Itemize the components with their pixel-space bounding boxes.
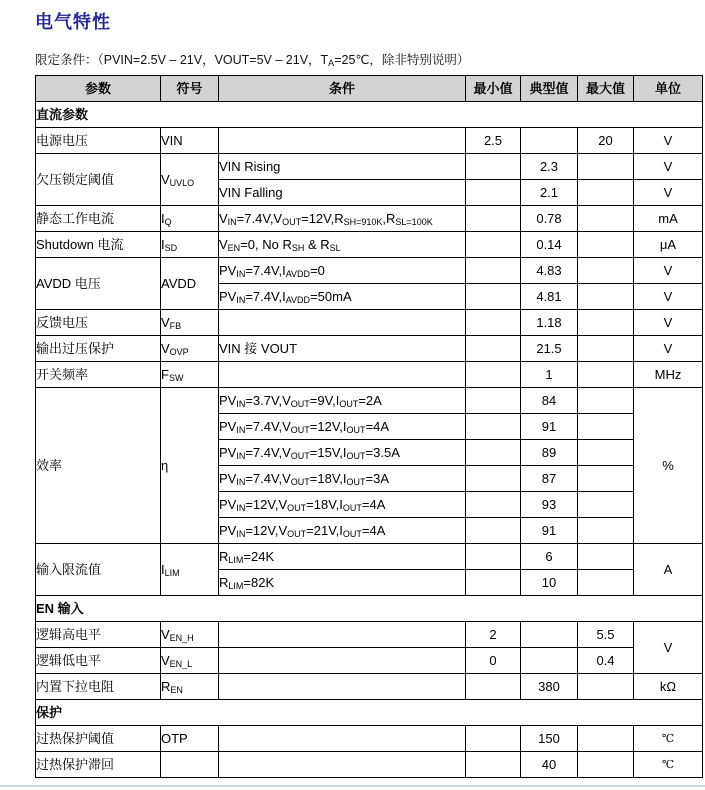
cell-max	[578, 726, 634, 752]
cell-unit	[634, 752, 703, 778]
cell-min	[466, 752, 521, 778]
cell-param: 逻辑高电平	[36, 622, 161, 648]
cell-max	[578, 570, 634, 596]
cell-max	[578, 492, 634, 518]
header-min: 最小值	[466, 76, 521, 102]
cell-min	[466, 726, 521, 752]
cell-cond	[219, 648, 466, 674]
cell-max: 5.5	[578, 622, 634, 648]
cell-param: 欠压锁定阈值	[36, 154, 161, 206]
cell-min	[466, 492, 521, 518]
cell-param: 开关频率	[36, 362, 161, 388]
cell-cond	[219, 752, 466, 778]
cell-cond	[219, 310, 466, 336]
cell-param: 过热保护阈值	[36, 726, 161, 752]
cell-min: 2.5	[466, 128, 521, 154]
cell-symbol: $I_{LIM}$	[161, 544, 219, 596]
cell-unit: kΩ	[634, 674, 703, 700]
cell-cond: $PV_{IN}=7.4V,V_{OUT}=12V,I_{OUT}=4A$	[219, 414, 466, 440]
cell-symbol: VIN	[161, 128, 219, 154]
cell-typ: 10	[521, 570, 578, 596]
cell-typ: 89	[521, 440, 578, 466]
cell-unit: μA	[634, 232, 703, 258]
section-label: 保护	[36, 700, 703, 726]
cell-min	[466, 440, 521, 466]
cell-param: 输出过压保护	[36, 336, 161, 362]
cell-cond: VIN Falling	[219, 180, 466, 206]
cell-unit: V	[634, 180, 703, 206]
cell-cond: $PV_{IN}=7.4V,I_{AVDD}=0$	[219, 258, 466, 284]
cell-symbol: $V_{OVP}$	[161, 336, 219, 362]
header-symbol: 符号	[161, 76, 219, 102]
cell-min	[466, 388, 521, 414]
degree-c-unit: ℃	[661, 733, 675, 746]
cell-max	[578, 674, 634, 700]
cell-max	[578, 180, 634, 206]
data-row	[36, 388, 703, 414]
cell-min	[466, 466, 521, 492]
data-row	[36, 726, 703, 752]
cell-max	[578, 310, 634, 336]
cell-cond: VIN 接 VOUT	[219, 336, 466, 362]
cell-unit: %	[634, 388, 703, 544]
cell-min	[466, 336, 521, 362]
cell-typ: 4.83	[521, 258, 578, 284]
cell-max	[578, 518, 634, 544]
data-row	[36, 336, 703, 362]
data-row	[36, 128, 703, 154]
cell-typ: 380	[521, 674, 578, 700]
cell-typ: 21.5	[521, 336, 578, 362]
cell-typ: 91	[521, 414, 578, 440]
data-row	[36, 362, 703, 388]
cell-symbol: η	[161, 388, 219, 544]
cell-typ: 87	[521, 466, 578, 492]
cell-param: Shutdown 电流	[36, 232, 161, 258]
data-row	[36, 232, 703, 258]
cell-min	[466, 206, 521, 232]
cell-unit: A	[634, 544, 703, 596]
cell-min	[466, 154, 521, 180]
cell-symbol: $V_{FB}$	[161, 310, 219, 336]
section-label: EN 输入	[36, 596, 703, 622]
cell-cond: $PV_{IN}=7.4V,I_{AVDD}=50mA$	[219, 284, 466, 310]
cell-cond: $V_{IN}=7.4V,V_{OUT}=12V,R_{SH=910K},R_{SL=100K}$	[219, 206, 466, 232]
cell-max	[578, 258, 634, 284]
header-typ: 典型值	[521, 76, 578, 102]
cell-unit: V	[634, 154, 703, 180]
cell-typ: 6	[521, 544, 578, 570]
cell-typ	[521, 622, 578, 648]
cell-max	[578, 232, 634, 258]
cell-max	[578, 544, 634, 570]
cell-unit: V	[634, 128, 703, 154]
cell-typ: 150	[521, 726, 578, 752]
cell-min	[466, 570, 521, 596]
cell-unit: V	[634, 336, 703, 362]
page-title: 电气特性	[35, 12, 111, 32]
cell-param: 输入限流值	[36, 544, 161, 596]
cell-symbol: $I_Q$	[161, 206, 219, 232]
cell-symbol: $V_{UVLO}$	[161, 154, 219, 206]
cell-max	[578, 414, 634, 440]
cell-cond: $PV_{IN}=7.4V,V_{OUT}=18V,I_{OUT}=3A$	[219, 466, 466, 492]
header-param: 参数	[36, 76, 161, 102]
cell-cond: $PV_{IN}=12V,V_{OUT}=21V,I_{OUT}=4A$	[219, 518, 466, 544]
cell-min	[466, 544, 521, 570]
cell-max	[578, 336, 634, 362]
cell-min: 0	[466, 648, 521, 674]
cell-param: 静态工作电流	[36, 206, 161, 232]
cell-typ: 0.78	[521, 206, 578, 232]
cell-cond: VIN Rising	[219, 154, 466, 180]
cell-unit	[634, 726, 703, 752]
cell-unit: MHz	[634, 362, 703, 388]
page-footer-divider	[0, 785, 705, 787]
cell-typ: 91	[521, 518, 578, 544]
cell-unit: V	[634, 258, 703, 284]
cell-cond	[219, 674, 466, 700]
section-label: 直流参数	[36, 102, 703, 128]
cell-typ: 40	[521, 752, 578, 778]
cell-cond	[219, 128, 466, 154]
cell-typ: 4.81	[521, 284, 578, 310]
cell-min: 2	[466, 622, 521, 648]
cell-unit: V	[634, 622, 703, 674]
cell-unit: V	[634, 310, 703, 336]
cell-typ	[521, 128, 578, 154]
cell-cond: $PV_{IN}=3.7V,V_{OUT}=9V,I_{OUT}=2A$	[219, 388, 466, 414]
cell-typ: 2.3	[521, 154, 578, 180]
data-row	[36, 674, 703, 700]
cell-min	[466, 232, 521, 258]
cell-typ: 93	[521, 492, 578, 518]
cell-min	[466, 180, 521, 206]
cell-max: 20	[578, 128, 634, 154]
cell-param: 内置下拉电阻	[36, 674, 161, 700]
cell-symbol: $V_{EN\_L}$	[161, 648, 219, 674]
cell-min	[466, 310, 521, 336]
cell-max	[578, 388, 634, 414]
cell-cond	[219, 362, 466, 388]
cell-param: 反馈电压	[36, 310, 161, 336]
conditions-line: 限定条件：（PVIN=2.5V – 21V，VOUT=5V – 21V，$T_A=25℃$，除非特别说明）	[35, 53, 470, 68]
header-unit: 单位	[634, 76, 703, 102]
cell-max	[578, 466, 634, 492]
section-row	[36, 596, 703, 622]
cell-unit: mA	[634, 206, 703, 232]
header-max: 最大值	[578, 76, 634, 102]
cell-symbol: $F_{SW}$	[161, 362, 219, 388]
cell-symbol: $I_{SD}$	[161, 232, 219, 258]
cell-typ: 0.14	[521, 232, 578, 258]
cell-typ	[521, 648, 578, 674]
data-row	[36, 648, 703, 674]
cell-cond: $PV_{IN}=12V,V_{OUT}=18V,I_{OUT}=4A$	[219, 492, 466, 518]
cell-cond: $V_{EN}=0$, No $R_{SH}$ & $R_{SL}$	[219, 232, 466, 258]
cell-cond	[219, 622, 466, 648]
cell-symbol	[161, 752, 219, 778]
cell-max	[578, 284, 634, 310]
cell-min	[466, 258, 521, 284]
cell-min	[466, 284, 521, 310]
cell-typ: 1	[521, 362, 578, 388]
cell-cond	[219, 726, 466, 752]
cell-cond: $PV_{IN}=7.4V,V_{OUT}=15V,I_{OUT}=3.5A$	[219, 440, 466, 466]
cell-typ: 1.18	[521, 310, 578, 336]
electrical-characteristics-table	[35, 75, 703, 778]
cell-cond: $R_{LIM}=24K$	[219, 544, 466, 570]
cell-param: 电源电压	[36, 128, 161, 154]
data-row	[36, 310, 703, 336]
cell-max	[578, 440, 634, 466]
cell-max	[578, 362, 634, 388]
cell-symbol: OTP	[161, 726, 219, 752]
cell-max	[578, 206, 634, 232]
cell-param: 效率	[36, 388, 161, 544]
cell-min	[466, 414, 521, 440]
cell-typ: 2.1	[521, 180, 578, 206]
section-row	[36, 102, 703, 128]
cell-cond: $R_{LIM}=82K$	[219, 570, 466, 596]
data-row	[36, 154, 703, 180]
cell-param: 逻辑低电平	[36, 648, 161, 674]
cell-symbol: $R_{EN}$	[161, 674, 219, 700]
cell-symbol: AVDD	[161, 258, 219, 310]
data-row	[36, 544, 703, 570]
data-row	[36, 258, 703, 284]
cell-max: 0.4	[578, 648, 634, 674]
cell-max	[578, 752, 634, 778]
cell-min	[466, 518, 521, 544]
cell-typ: 84	[521, 388, 578, 414]
cell-param: 过热保护滞回	[36, 752, 161, 778]
cell-unit: V	[634, 284, 703, 310]
cell-min	[466, 362, 521, 388]
cell-param: AVDD 电压	[36, 258, 161, 310]
table-header-row	[36, 76, 703, 102]
cell-max	[578, 154, 634, 180]
degree-c-unit: ℃	[661, 759, 675, 772]
cell-symbol: $V_{EN\_H}$	[161, 622, 219, 648]
data-row	[36, 622, 703, 648]
header-condition: 条件	[219, 76, 466, 102]
section-row	[36, 700, 703, 726]
data-row	[36, 752, 703, 778]
cell-min	[466, 674, 521, 700]
data-row	[36, 206, 703, 232]
